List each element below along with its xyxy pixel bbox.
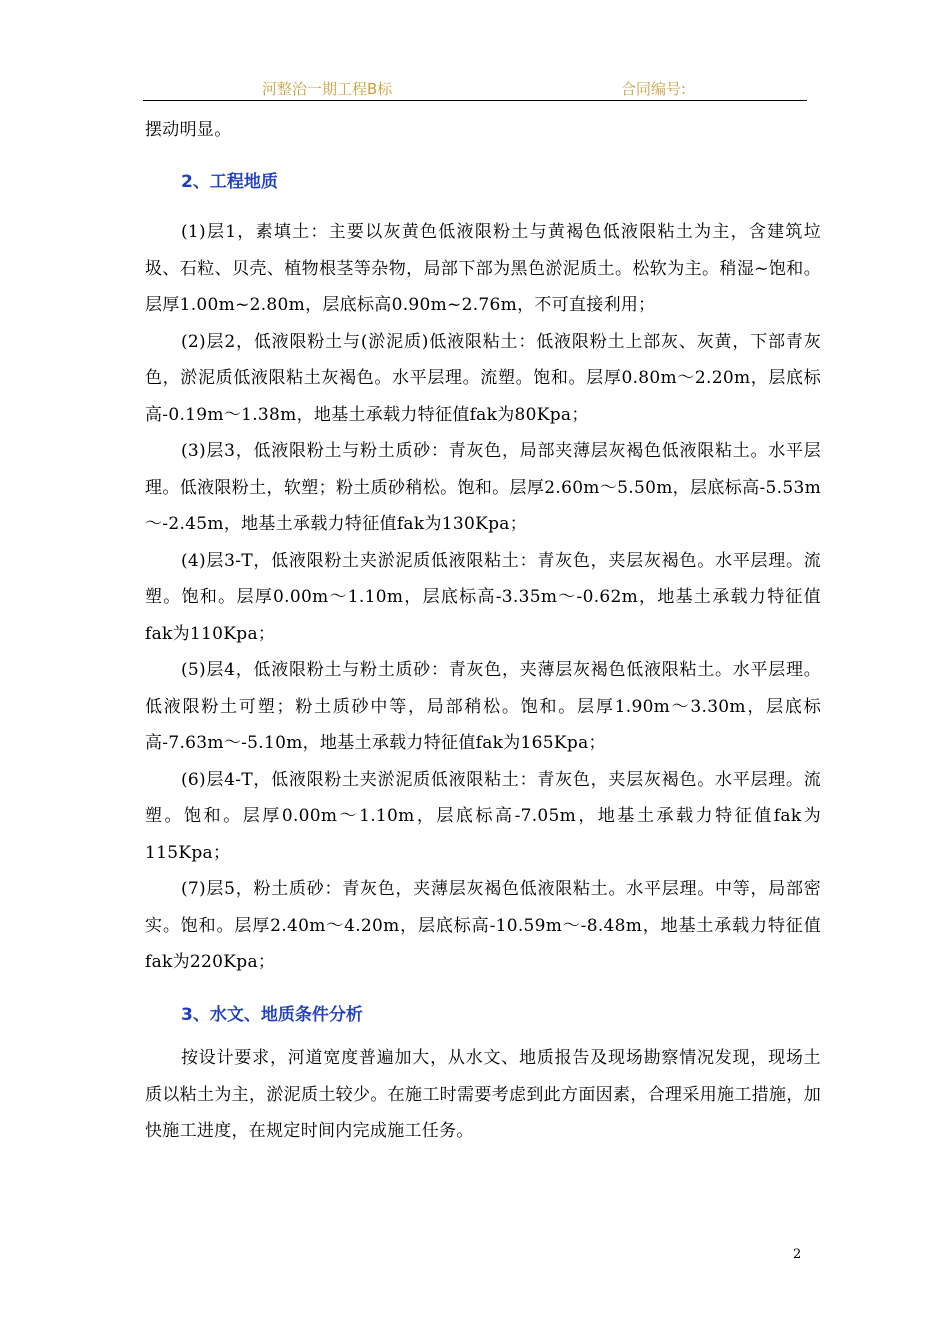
page-number: 2	[793, 1247, 802, 1262]
section-3-body	[145, 1040, 821, 1150]
layer-3-paragraph: (3)层3，低液限粉土与粉土质砂：青灰色，局部夹薄层灰褐色低液限粘土。水平层理。低液限粉土，软塑；粉土质砂稍松。饱和。层厚2.60m～5.50m，层底标高-5.53m～-2.45m，地基土承载力特征值fak为130Kpa；	[145, 441, 821, 534]
intro-fragment-block	[145, 112, 821, 149]
header-rule	[143, 100, 807, 101]
intro-fragment: 摆动明显。	[145, 120, 232, 140]
layer-3t-paragraph: (4)层3-T，低液限粉土夹淤泥质低液限粘土：青灰色，夹层灰褐色。水平层理。流塑。饱和。层厚0.00m～1.10m，层底标高-3.35m～-0.62m，地基土承载力特征值fak为110Kpa；	[145, 550, 821, 644]
page-header	[143, 76, 807, 100]
header-project-title: 河整治一期工程B标	[262, 80, 393, 98]
layer-4t-paragraph: (6)层4-T，低液限粉土夹淤泥质低液限粘土：青灰色，夹层灰褐色。水平层理。流塑。饱和。层厚0.00m～1.10m，层底标高-7.05m，地基土承载力特征值fak为115Kpa；	[145, 769, 821, 863]
header-contract-number: 合同编号:	[621, 80, 687, 98]
layer-4-paragraph: (5)层4，低液限粉土与粉土质砂：青灰色，夹薄层灰褐色低液限粘土。水平层理。低液限粉土可塑；粉土质砂中等，局部稍松。饱和。层厚1.90m～3.30m，层底标高-7.63m～-5.10m，地基土承载力特征值fak为165Kpa；	[145, 660, 821, 753]
analysis-paragraph: 按设计要求，河道宽度普遍加大，从水文、地质报告及现场勘察情况发现，现场土质以粘土为主，淤泥质土较少。在施工时需要考虑到此方面因素，合理采用施工措施，加快施工进度，在规定时间内完成施工任务。	[145, 1048, 821, 1141]
section-2-body	[145, 214, 821, 981]
section-3-heading: 3、水文、地质条件分析	[181, 1005, 363, 1025]
layer-5-paragraph: (7)层5，粉土质砂：青灰色，夹薄层灰褐色低液限粘土。水平层理。中等，局部密实。饱和。层厚2.40m～4.20m，层底标高-10.59m～-8.48m，地基土承载力特征值fak为220Kpa；	[145, 879, 821, 972]
section-2-heading: 2、工程地质	[181, 172, 278, 192]
layer-1-paragraph: (1)层1，素填土：主要以灰黄色低液限粉土与黄褐色低液限粘土为主，含建筑垃圾、石粒、贝壳、植物根茎等杂物，局部下部为黑色淤泥质土。松软为主。稍湿~饱和。层厚1.00m~2.80m，层底标高0.90m~2.76m，不可直接利用；	[145, 222, 821, 315]
layer-2-paragraph: (2)层2，低液限粉土与(淤泥质)低液限粘土：低液限粉土上部灰、灰黄，下部青灰色，淤泥质低液限粘土灰褐色。水平层理。流塑。饱和。层厚0.80m～2.20m，层底标高-0.19m～1.38m，地基土承载力特征值fak为80Kpa；	[145, 331, 821, 425]
